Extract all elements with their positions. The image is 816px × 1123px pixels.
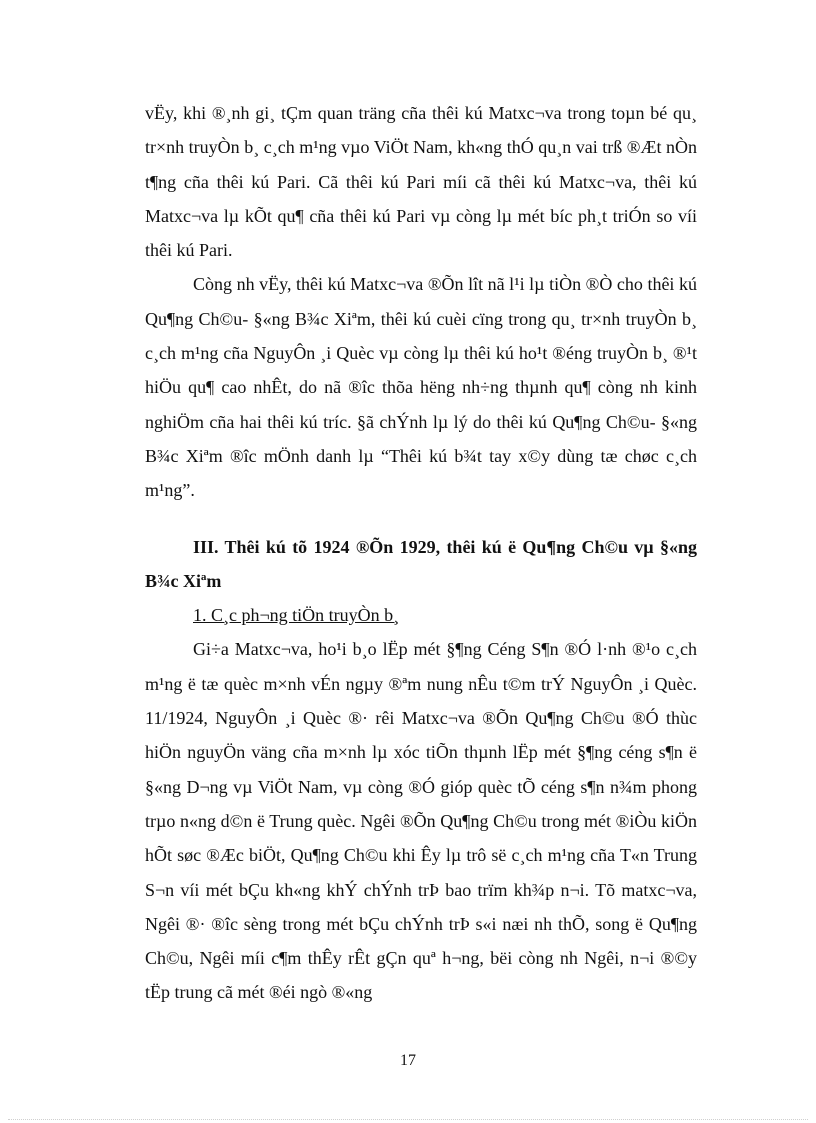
paragraph-1: vËy, khi ®¸nh gi¸ tÇm quan träng cña thêi kú Matxc¬va trong toµn bé qu¸ tr×nh truyÒn b¸ c¸ch m¹ng vµo ViÖt Nam, kh«ng thÓ qu¸n vai trß ®Æt nÒn t¶ng cña thêi kú Pari. Cã thêi kú Pari míi cã thêi kú Matxc¬va, thêi kú Matxc¬va lµ kÕt qu¶ cña thêi kú Pari vµ còng lµ mét bíc ph¸t triÓn so víi thêi kú Pari. <box>145 103 697 261</box>
section-heading: III. Thêi kú tõ 1924 ®Õn 1929, thêi kú ë Qu¶ng Ch©u vµ §«ng B¾c Xiªm <box>145 536 697 591</box>
document-body <box>145 96 697 1010</box>
paragraph-2: Còng nh vËy, thêi kú Matxc¬va ®Õn lît nã l¹i lµ tiÒn ®Ò cho thêi kú Qu¶ng Ch©u- §«ng B¾c Xiªm, thêi kú cuèi cïng trong qu¸ tr×nh truyÒn b¸ c¸ch m¹ng cña NguyÔn ¸i Quèc vµ còng lµ thêi kú ho¹t ®éng truyÒn b¸ ®¹t hiÖu qu¶ cao nhÊt, do nã ®îc thõa hëng nh÷ng thµnh qu¶ còng nh kinh nghiÖm cña hai thêi kú tríc. §ã chÝnh lµ lý do thêi kú Qu¶ng Ch©u- §«ng B¾c Xiªm ®îc mÖnh danh lµ “Thêi kú b¾t tay x©y dùng tæ chøc c¸ch m¹ng”. <box>145 274 697 501</box>
paragraph-3: Gi÷a Matxc¬va, ho¹i b¸o lËp mét §¶ng Céng S¶n ®Ó l·nh ®¹o c¸ch m¹ng ë tæ quèc m×nh vÉn ngµy ®ªm nung nÊu t©m trÝ NguyÔn ¸i Quèc. 11/1924, NguyÔn ¸i Quèc ®· rêi Matxc¬va ®Õn Qu¶ng Ch©u ®Ó thùc hiÖn nguyÖn väng cña m×nh lµ xóc tiÕn thµnh lËp mét §¶ng céng s¶n ë §«ng D¬ng vµ ViÖt Nam, vµ còng ®Ó gióp quèc tÕ céng s¶n n¾m phong trµo n«ng d©n ë Trung quèc. Ngêi ®Õn Qu¶ng Ch©u trong mét ®iÒu kiÖn hÕt søc ®Æc biÖt, Qu¶ng Ch©u khi Êy lµ trô së c¸ch m¹ng cña T«n Trung S¬n víi mét bÇu kh«ng khÝ chÝnh trÞ bao trïm kh¾p n¬i. Tõ matxc¬va, Ngêi ®· ®îc sèng trong mét bÇu chÝnh trÞ s«i næi nh thÕ, song ë Qu¶ng Ch©u, Ngêi míi c¶m thÊy rÊt gÇn quª h¬ng, bëi còng nh Ngêi, n¬i ®©y tËp trung cã mét ®éi ngò ®«ng <box>145 639 697 1003</box>
subsection-heading: 1. C¸c ph¬ng tiÖn truyÒn b¸ <box>193 605 400 626</box>
page-bottom-divider <box>8 1119 808 1120</box>
page-number: 17 <box>400 1052 416 1069</box>
